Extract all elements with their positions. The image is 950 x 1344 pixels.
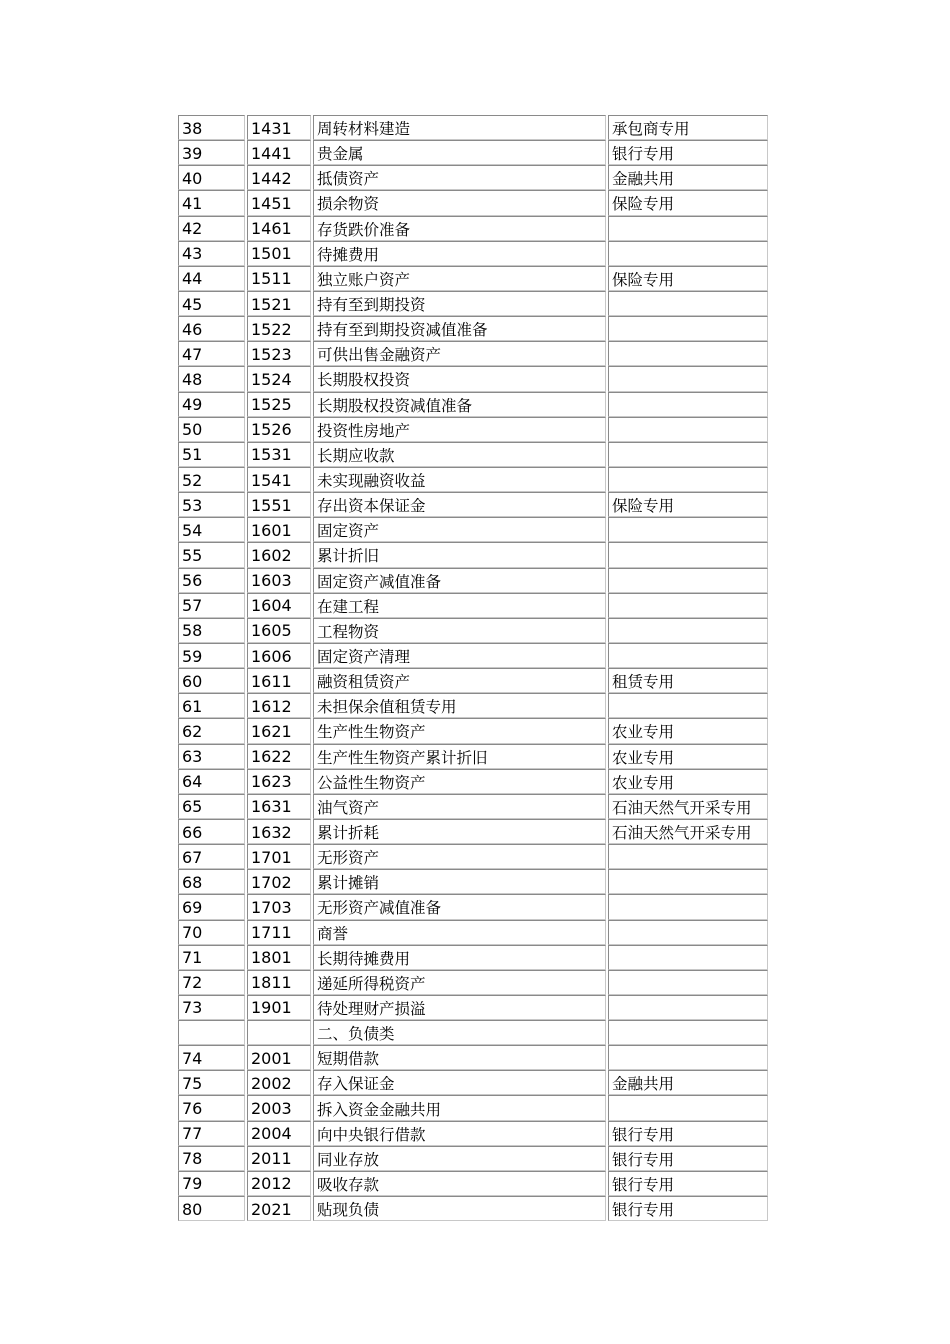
applicability-note-cell — [608, 593, 768, 618]
applicability-note-cell — [608, 517, 768, 542]
account-code-cell: 1442 — [247, 165, 311, 190]
account-name-cell: 长期股权投资 — [313, 366, 606, 391]
account-name-cell: 固定资产减值准备 — [313, 568, 606, 593]
row-number-cell: 67 — [178, 844, 245, 869]
row-number-cell: 72 — [178, 970, 245, 995]
row-number-cell: 66 — [178, 819, 245, 844]
account-name-cell: 抵债资产 — [313, 165, 606, 190]
table-row — [177, 340, 775, 365]
row-number-cell: 69 — [178, 894, 245, 919]
account-name-cell: 持有至到期投资 — [313, 291, 606, 316]
row-number-cell: 43 — [178, 241, 245, 266]
row-number-cell: 59 — [178, 643, 245, 668]
account-code-cell: 1501 — [247, 241, 311, 266]
row-number-cell: 62 — [178, 718, 245, 743]
account-name-cell: 未实现融资收益 — [313, 467, 606, 492]
table-row — [177, 592, 775, 617]
account-code-cell: 1551 — [247, 492, 311, 517]
account-name-cell: 固定资产清理 — [313, 643, 606, 668]
row-number-cell: 70 — [178, 920, 245, 945]
account-code-cell: 1622 — [247, 744, 311, 769]
applicability-note-cell: 承包商专用 — [608, 115, 768, 140]
applicability-note-cell: 银行专用 — [608, 140, 768, 165]
applicability-note-cell: 金融共用 — [608, 165, 768, 190]
row-number-cell: 52 — [178, 467, 245, 492]
account-code-cell: 2003 — [247, 1095, 311, 1120]
applicability-note-cell: 保险专用 — [608, 190, 768, 215]
table-row — [177, 139, 775, 164]
row-number-cell: 39 — [178, 140, 245, 165]
account-code-table — [177, 114, 775, 1220]
account-code-cell: 1711 — [247, 920, 311, 945]
table-row — [177, 567, 775, 592]
applicability-note-cell: 银行专用 — [608, 1121, 768, 1146]
account-code-cell: 1702 — [247, 869, 311, 894]
row-number-cell: 47 — [178, 341, 245, 366]
table-row — [177, 365, 775, 390]
table-row — [177, 215, 775, 240]
table-row — [177, 466, 775, 491]
table-row — [177, 919, 775, 944]
account-name-cell: 投资性房地产 — [313, 417, 606, 442]
row-number-cell: 56 — [178, 568, 245, 593]
applicability-note-cell: 银行专用 — [608, 1171, 768, 1196]
table-row — [177, 416, 775, 441]
account-name-cell: 长期应收款 — [313, 442, 606, 467]
row-number-cell: 80 — [178, 1196, 245, 1221]
table-row — [177, 441, 775, 466]
applicability-note-cell — [608, 392, 768, 417]
row-number-cell: 77 — [178, 1121, 245, 1146]
account-code-cell: 2011 — [247, 1146, 311, 1171]
row-number-cell: 71 — [178, 945, 245, 970]
account-name-cell: 吸收存款 — [313, 1171, 606, 1196]
table-row — [177, 164, 775, 189]
applicability-note-cell — [608, 970, 768, 995]
account-name-cell: 未担保余值租赁专用 — [313, 693, 606, 718]
account-code-cell: 1511 — [247, 266, 311, 291]
applicability-note-cell: 石油天然气开采专用 — [608, 819, 768, 844]
table-row — [177, 843, 775, 868]
row-number-cell: 46 — [178, 316, 245, 341]
row-number-cell: 57 — [178, 593, 245, 618]
row-number-cell — [178, 1020, 245, 1045]
table-row — [177, 1069, 775, 1094]
row-number-cell: 42 — [178, 216, 245, 241]
table-row — [177, 1120, 775, 1145]
row-number-cell: 63 — [178, 744, 245, 769]
applicability-note-cell — [608, 291, 768, 316]
table-row — [177, 1170, 775, 1195]
account-code-cell: 1703 — [247, 894, 311, 919]
account-name-cell: 可供出售金融资产 — [313, 341, 606, 366]
row-number-cell: 65 — [178, 794, 245, 819]
applicability-note-cell — [608, 869, 768, 894]
account-code-cell: 1525 — [247, 392, 311, 417]
table-row — [177, 516, 775, 541]
applicability-note-cell — [608, 241, 768, 266]
table-row — [177, 617, 775, 642]
account-code-cell: 1431 — [247, 115, 311, 140]
row-number-cell: 74 — [178, 1045, 245, 1070]
row-number-cell: 38 — [178, 115, 245, 140]
account-code-cell — [247, 1020, 311, 1045]
row-number-cell: 61 — [178, 693, 245, 718]
account-code-cell: 1601 — [247, 517, 311, 542]
account-name-cell: 长期待摊费用 — [313, 945, 606, 970]
account-code-cell: 1602 — [247, 542, 311, 567]
table-row — [177, 240, 775, 265]
table-row — [177, 717, 775, 742]
applicability-note-cell: 金融共用 — [608, 1070, 768, 1095]
account-name-cell: 固定资产 — [313, 517, 606, 542]
account-code-cell: 1631 — [247, 794, 311, 819]
account-name-cell: 递延所得税资产 — [313, 970, 606, 995]
table-row — [177, 315, 775, 340]
account-name-cell: 二、负债类 — [313, 1020, 606, 1045]
row-number-cell: 58 — [178, 618, 245, 643]
applicability-note-cell: 银行专用 — [608, 1196, 768, 1221]
account-code-cell: 1531 — [247, 442, 311, 467]
account-name-cell: 拆入资金金融共用 — [313, 1095, 606, 1120]
row-number-cell: 73 — [178, 995, 245, 1020]
applicability-note-cell: 农业专用 — [608, 718, 768, 743]
account-name-cell: 贴现负债 — [313, 1196, 606, 1221]
applicability-note-cell — [608, 366, 768, 391]
account-code-cell: 2002 — [247, 1070, 311, 1095]
applicability-note-cell — [608, 216, 768, 241]
account-code-cell: 1612 — [247, 693, 311, 718]
applicability-note-cell: 保险专用 — [608, 492, 768, 517]
row-number-cell: 40 — [178, 165, 245, 190]
applicability-note-cell — [608, 417, 768, 442]
account-name-cell: 待摊费用 — [313, 241, 606, 266]
row-number-cell: 53 — [178, 492, 245, 517]
account-name-cell: 无形资产 — [313, 844, 606, 869]
row-number-cell: 41 — [178, 190, 245, 215]
table-row — [177, 818, 775, 843]
table-row — [177, 944, 775, 969]
table-row — [177, 189, 775, 214]
table-row — [177, 692, 775, 717]
row-number-cell: 54 — [178, 517, 245, 542]
account-name-cell: 周转材料建造 — [313, 115, 606, 140]
account-name-cell: 累计折旧 — [313, 542, 606, 567]
account-code-cell: 2001 — [247, 1045, 311, 1070]
account-code-cell: 1522 — [247, 316, 311, 341]
row-number-cell: 75 — [178, 1070, 245, 1095]
account-code-cell: 1632 — [247, 819, 311, 844]
applicability-note-cell — [608, 1020, 768, 1045]
account-name-cell: 独立账户资产 — [313, 266, 606, 291]
row-number-cell: 78 — [178, 1146, 245, 1171]
row-number-cell: 76 — [178, 1095, 245, 1120]
account-code-cell: 1461 — [247, 216, 311, 241]
table-row — [177, 743, 775, 768]
applicability-note-cell — [608, 945, 768, 970]
applicability-note-cell — [608, 693, 768, 718]
account-name-cell: 油气资产 — [313, 794, 606, 819]
table-row — [177, 541, 775, 566]
account-code-cell: 1801 — [247, 945, 311, 970]
applicability-note-cell: 保险专用 — [608, 266, 768, 291]
account-name-cell: 向中央银行借款 — [313, 1121, 606, 1146]
table-row — [177, 391, 775, 416]
account-code-cell: 1526 — [247, 417, 311, 442]
table-row — [177, 768, 775, 793]
row-number-cell: 45 — [178, 291, 245, 316]
account-code-cell: 1623 — [247, 769, 311, 794]
account-name-cell: 生产性生物资产 — [313, 718, 606, 743]
account-name-cell: 存出资本保证金 — [313, 492, 606, 517]
applicability-note-cell — [608, 568, 768, 593]
account-code-cell: 2004 — [247, 1121, 311, 1146]
applicability-note-cell — [608, 920, 768, 945]
table-row — [177, 1044, 775, 1069]
table-row — [177, 1145, 775, 1170]
applicability-note-cell — [608, 618, 768, 643]
account-name-cell: 长期股权投资减值准备 — [313, 392, 606, 417]
account-name-cell: 存货跌价准备 — [313, 216, 606, 241]
account-code-cell: 1604 — [247, 593, 311, 618]
row-number-cell: 48 — [178, 366, 245, 391]
table-row — [177, 1094, 775, 1119]
table-row — [177, 265, 775, 290]
account-name-cell: 同业存放 — [313, 1146, 606, 1171]
account-code-cell: 1606 — [247, 643, 311, 668]
row-number-cell: 68 — [178, 869, 245, 894]
applicability-note-cell — [608, 316, 768, 341]
account-name-cell: 在建工程 — [313, 593, 606, 618]
row-number-cell: 60 — [178, 668, 245, 693]
account-code-cell: 1901 — [247, 995, 311, 1020]
account-code-cell: 1441 — [247, 140, 311, 165]
table-row — [177, 1019, 775, 1044]
row-number-cell: 44 — [178, 266, 245, 291]
row-number-cell: 51 — [178, 442, 245, 467]
table-row — [177, 290, 775, 315]
account-code-cell: 2021 — [247, 1196, 311, 1221]
table-row — [177, 969, 775, 994]
applicability-note-cell — [608, 442, 768, 467]
account-name-cell: 融资租赁资产 — [313, 668, 606, 693]
applicability-note-cell: 农业专用 — [608, 744, 768, 769]
account-name-cell: 存入保证金 — [313, 1070, 606, 1095]
account-name-cell: 无形资产减值准备 — [313, 894, 606, 919]
applicability-note-cell — [608, 1045, 768, 1070]
table-row — [177, 667, 775, 692]
account-code-cell: 1603 — [247, 568, 311, 593]
table-row — [177, 642, 775, 667]
account-name-cell: 公益性生物资产 — [313, 769, 606, 794]
account-name-cell: 生产性生物资产累计折旧 — [313, 744, 606, 769]
applicability-note-cell — [608, 341, 768, 366]
applicability-note-cell — [608, 1095, 768, 1120]
account-name-cell: 持有至到期投资减值准备 — [313, 316, 606, 341]
account-name-cell: 贵金属 — [313, 140, 606, 165]
account-name-cell: 累计折耗 — [313, 819, 606, 844]
account-code-cell: 1621 — [247, 718, 311, 743]
table-row — [177, 1195, 775, 1220]
applicability-note-cell — [608, 467, 768, 492]
table-row — [177, 114, 775, 139]
account-name-cell: 累计摊销 — [313, 869, 606, 894]
account-name-cell: 待处理财产损溢 — [313, 995, 606, 1020]
table-row — [177, 793, 775, 818]
row-number-cell: 49 — [178, 392, 245, 417]
account-code-cell: 1451 — [247, 190, 311, 215]
row-number-cell: 50 — [178, 417, 245, 442]
applicability-note-cell: 农业专用 — [608, 769, 768, 794]
account-code-cell: 1524 — [247, 366, 311, 391]
account-code-cell: 1701 — [247, 844, 311, 869]
table-row — [177, 868, 775, 893]
account-code-cell: 1521 — [247, 291, 311, 316]
account-code-cell: 1611 — [247, 668, 311, 693]
applicability-note-cell — [608, 894, 768, 919]
account-name-cell: 商誉 — [313, 920, 606, 945]
account-code-cell: 1811 — [247, 970, 311, 995]
row-number-cell: 79 — [178, 1171, 245, 1196]
applicability-note-cell: 租赁专用 — [608, 668, 768, 693]
table-row — [177, 994, 775, 1019]
account-code-cell: 1605 — [247, 618, 311, 643]
account-name-cell: 工程物资 — [313, 618, 606, 643]
account-name-cell: 损余物资 — [313, 190, 606, 215]
applicability-note-cell: 银行专用 — [608, 1146, 768, 1171]
account-code-cell: 2012 — [247, 1171, 311, 1196]
row-number-cell: 64 — [178, 769, 245, 794]
account-code-cell: 1523 — [247, 341, 311, 366]
account-code-cell: 1541 — [247, 467, 311, 492]
account-name-cell: 短期借款 — [313, 1045, 606, 1070]
applicability-note-cell — [608, 643, 768, 668]
applicability-note-cell — [608, 844, 768, 869]
table-row — [177, 893, 775, 918]
applicability-note-cell: 石油天然气开采专用 — [608, 794, 768, 819]
row-number-cell: 55 — [178, 542, 245, 567]
applicability-note-cell — [608, 542, 768, 567]
table-row — [177, 491, 775, 516]
applicability-note-cell — [608, 995, 768, 1020]
